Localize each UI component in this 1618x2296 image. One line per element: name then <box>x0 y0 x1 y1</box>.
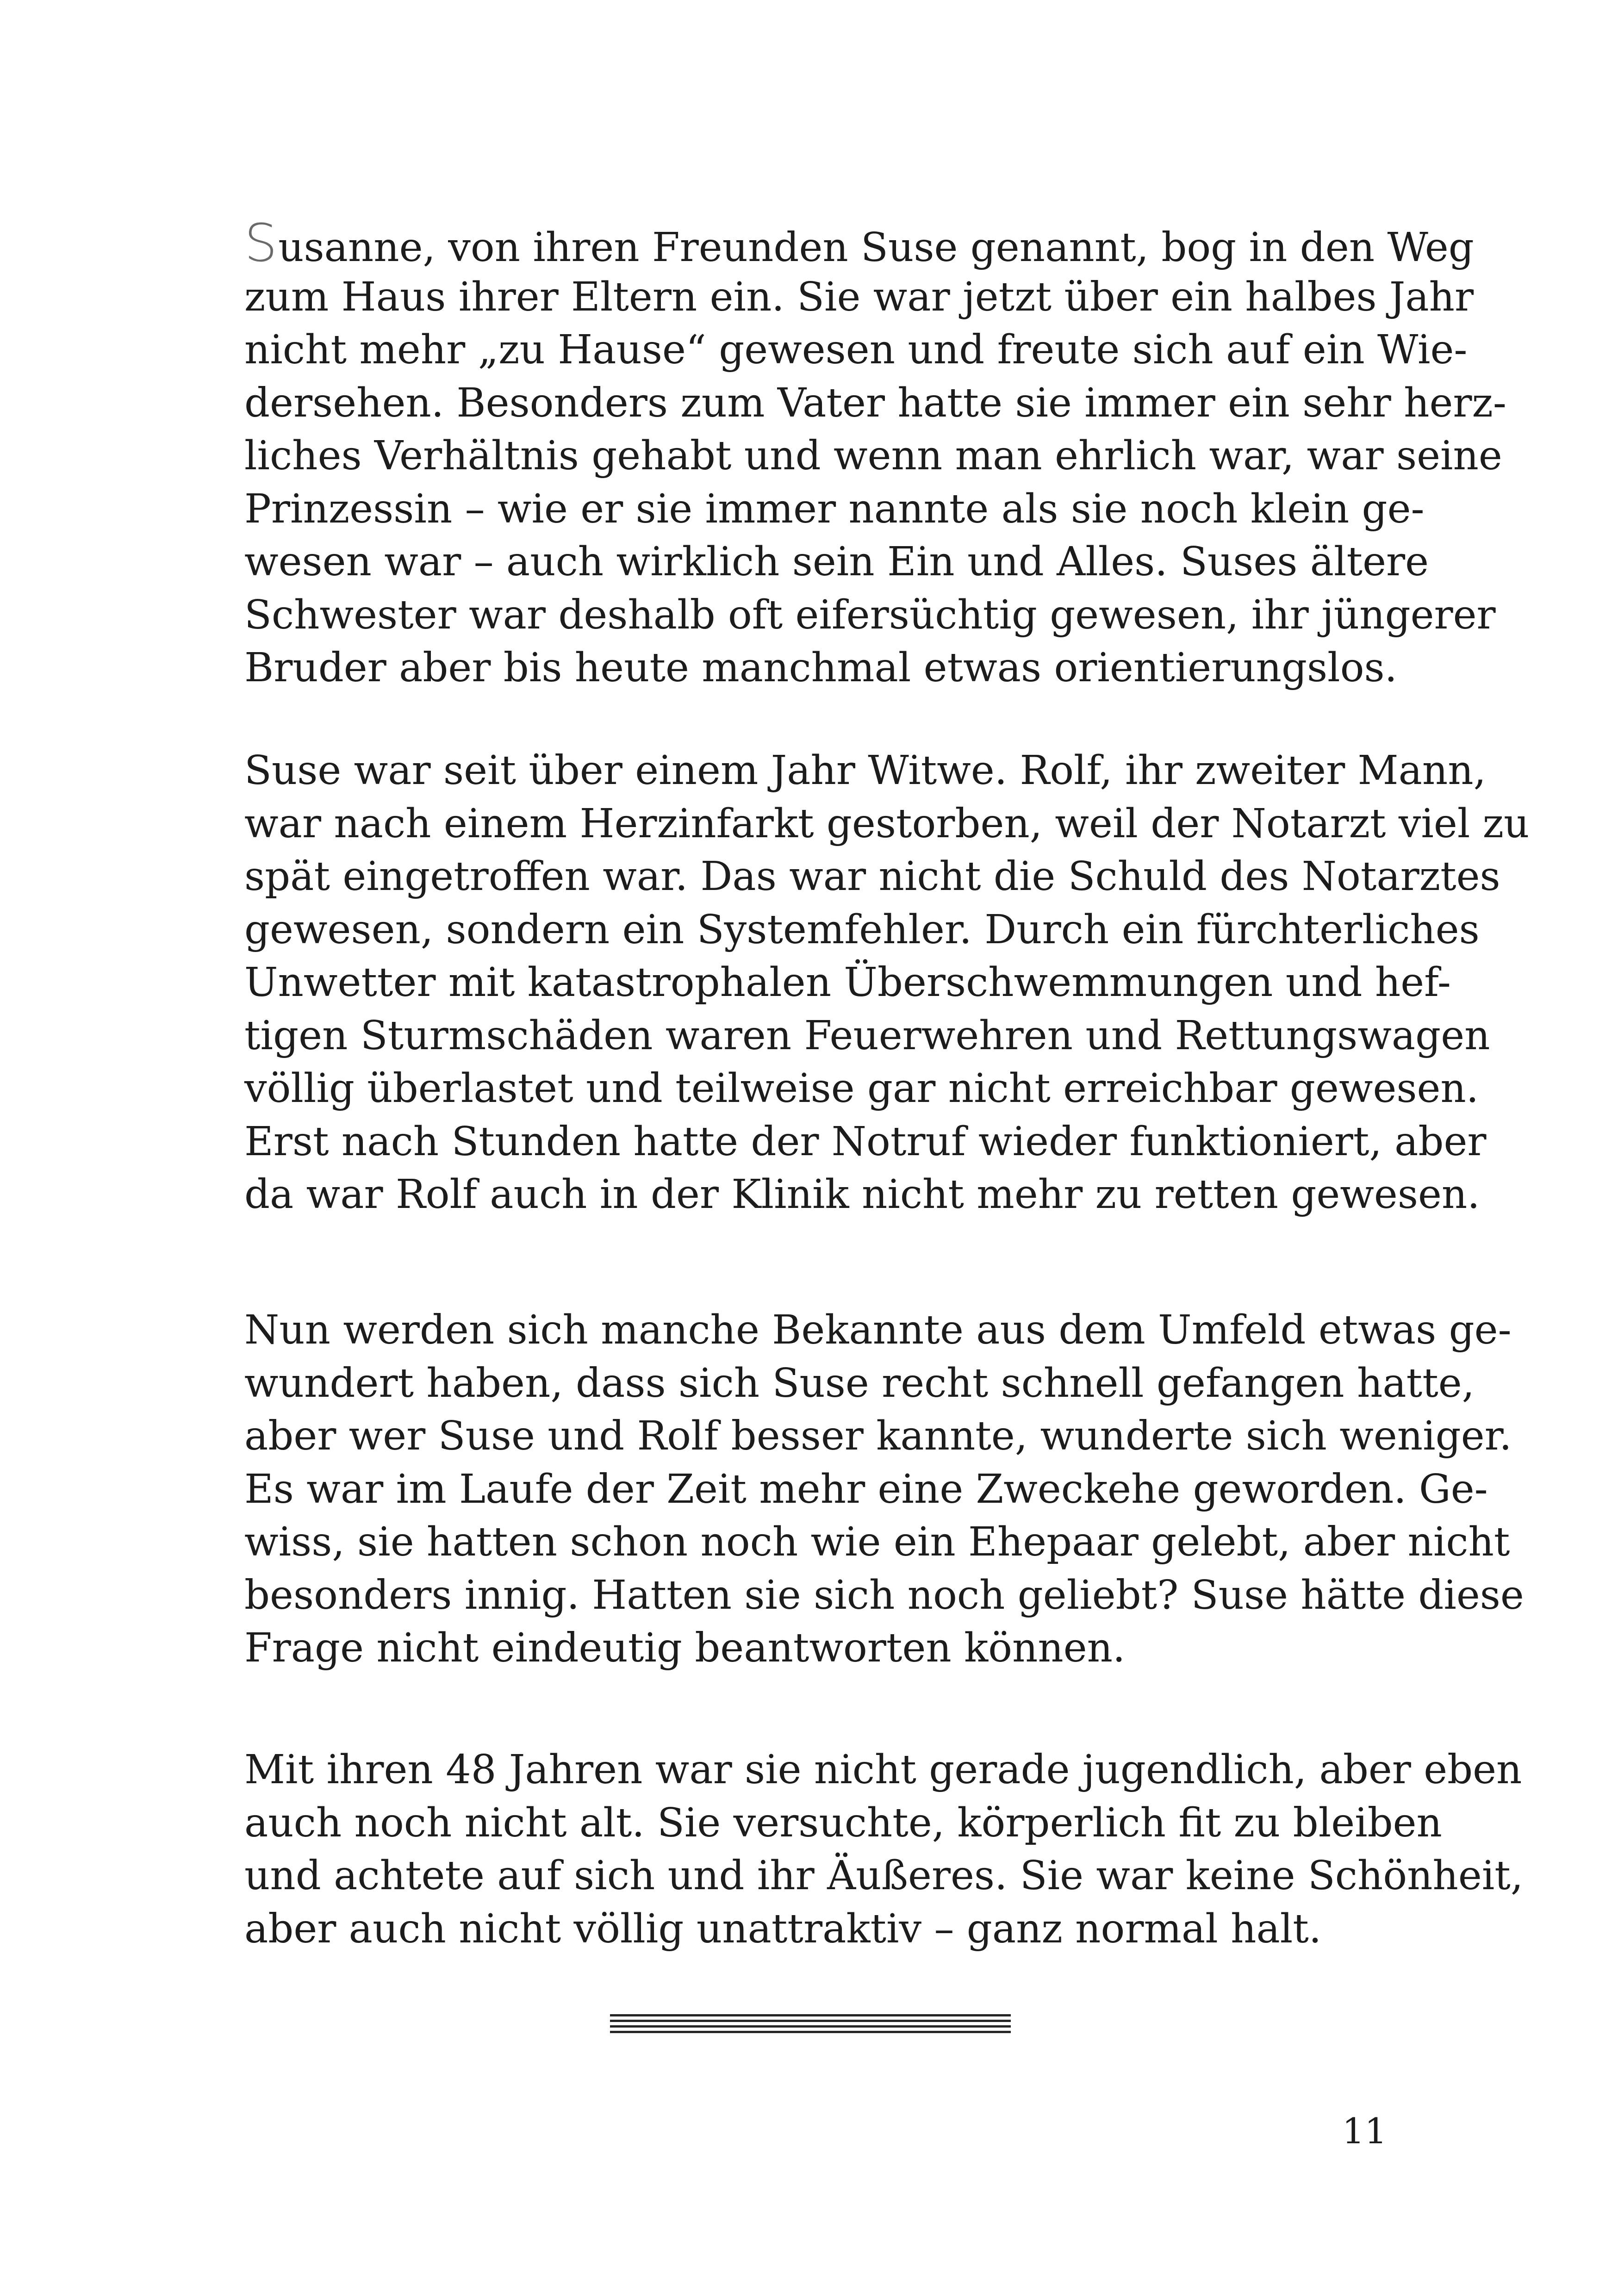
divider-rule <box>610 2025 1011 2028</box>
text-line: wundert haben, dass sich Suse recht schnell gefangen hatte, <box>244 1360 1475 1406</box>
text-line: Frage nicht eindeutig beantworten können. <box>244 1625 1126 1671</box>
text-line: Erst nach Stunden hatte der Notruf wieder funktioniert, aber <box>244 1118 1487 1165</box>
text-line: Mit ihren 48 Jahren war sie nicht gerade jugendlich, aber eben <box>244 1747 1522 1793</box>
text-line: gewesen, sondern ein Systemfehler. Durch ein fürchterliches <box>244 906 1480 953</box>
text-line: aber wer Suse und Rolf besser kannte, wunderte sich weniger. <box>244 1413 1512 1459</box>
drop-cap: S <box>244 213 279 274</box>
text-line: Prinzessin – wie er sie immer nannte als sie noch klein ge- <box>244 485 1425 532</box>
text-line: Bruder aber bis heute manchmal etwas orientierungslos. <box>244 645 1397 691</box>
text-line: Nun werden sich manche Bekannte aus dem Umfeld etwas ge- <box>244 1307 1512 1353</box>
paragraph-3 <box>244 1304 1524 1675</box>
text-line: aber auch nicht völlig unattraktiv – ganz normal halt. <box>244 1905 1322 1952</box>
text-line: wiss, sie hatten schon noch wie ein Ehepaar gelebt, aber nicht <box>244 1519 1510 1565</box>
text-line: spät eingetroffen war. Das war nicht die Schuld des Notarztes <box>244 853 1500 900</box>
text-line: liches Verhältnis gehabt und wenn man ehrlich war, war seine <box>244 433 1502 479</box>
text-line: völlig überlastet und teilweise gar nicht erreichbar gewesen. <box>244 1065 1479 1112</box>
text-line <box>244 213 1474 274</box>
text-line: wesen war – auch wirklich sein Ein und Alles. Suses ältere <box>244 539 1429 585</box>
text-line: Es war im Laufe der Zeit mehr eine Zweckehe geworden. Ge- <box>244 1466 1488 1512</box>
text-line: und achtete auf sich und ihr Äußeres. Sie war keine Schönheit, <box>244 1853 1524 1899</box>
text-line: dersehen. Besonders zum Vater hatte sie immer ein sehr herz- <box>244 380 1506 426</box>
divider-rule <box>610 2031 1011 2033</box>
text-line: auch noch nicht alt. Sie versuchte, körperlich fit zu bleiben <box>244 1799 1442 1846</box>
section-divider-ornament <box>610 2014 1011 2034</box>
text-line: da war Rolf auch in der Klinik nicht mehr zu retten gewesen. <box>244 1171 1480 1218</box>
divider-rule <box>610 2014 1011 2016</box>
page-number: 11 <box>1342 2110 1387 2152</box>
text-line: war nach einem Herzinfarkt gestorben, weil der Notarzt viel zu <box>244 800 1530 847</box>
text-line: zum Haus ihrer Eltern ein. Sie war jetzt über ein halbes Jahr <box>244 274 1474 320</box>
text-line: besonders innig. Hatten sie sich noch geliebt? Suse hätte diese <box>244 1572 1524 1618</box>
paragraph-4 <box>244 1743 1524 1955</box>
paragraph-2 <box>244 744 1530 1221</box>
text-line: Suse war seit über einem Jahr Witwe. Rolf, ihr zweiter Mann, <box>244 747 1486 794</box>
text-line: tigen Sturmschäden waren Feuerwehren und Rettungswagen <box>244 1012 1490 1059</box>
first-line-text: usanne, von ihren Freunden Suse genannt, bog in den Weg <box>278 224 1474 271</box>
paragraph-1 <box>244 213 1506 695</box>
text-line: Unwetter mit katastrophalen Überschwemmungen und hef- <box>244 959 1451 1006</box>
divider-rule <box>610 2020 1011 2022</box>
text-line: nicht mehr „zu Hause“ gewesen und freute sich auf ein Wie- <box>244 327 1468 373</box>
text-line: Schwester war deshalb oft eifersüchtig gewesen, ihr jüngerer <box>244 591 1496 638</box>
